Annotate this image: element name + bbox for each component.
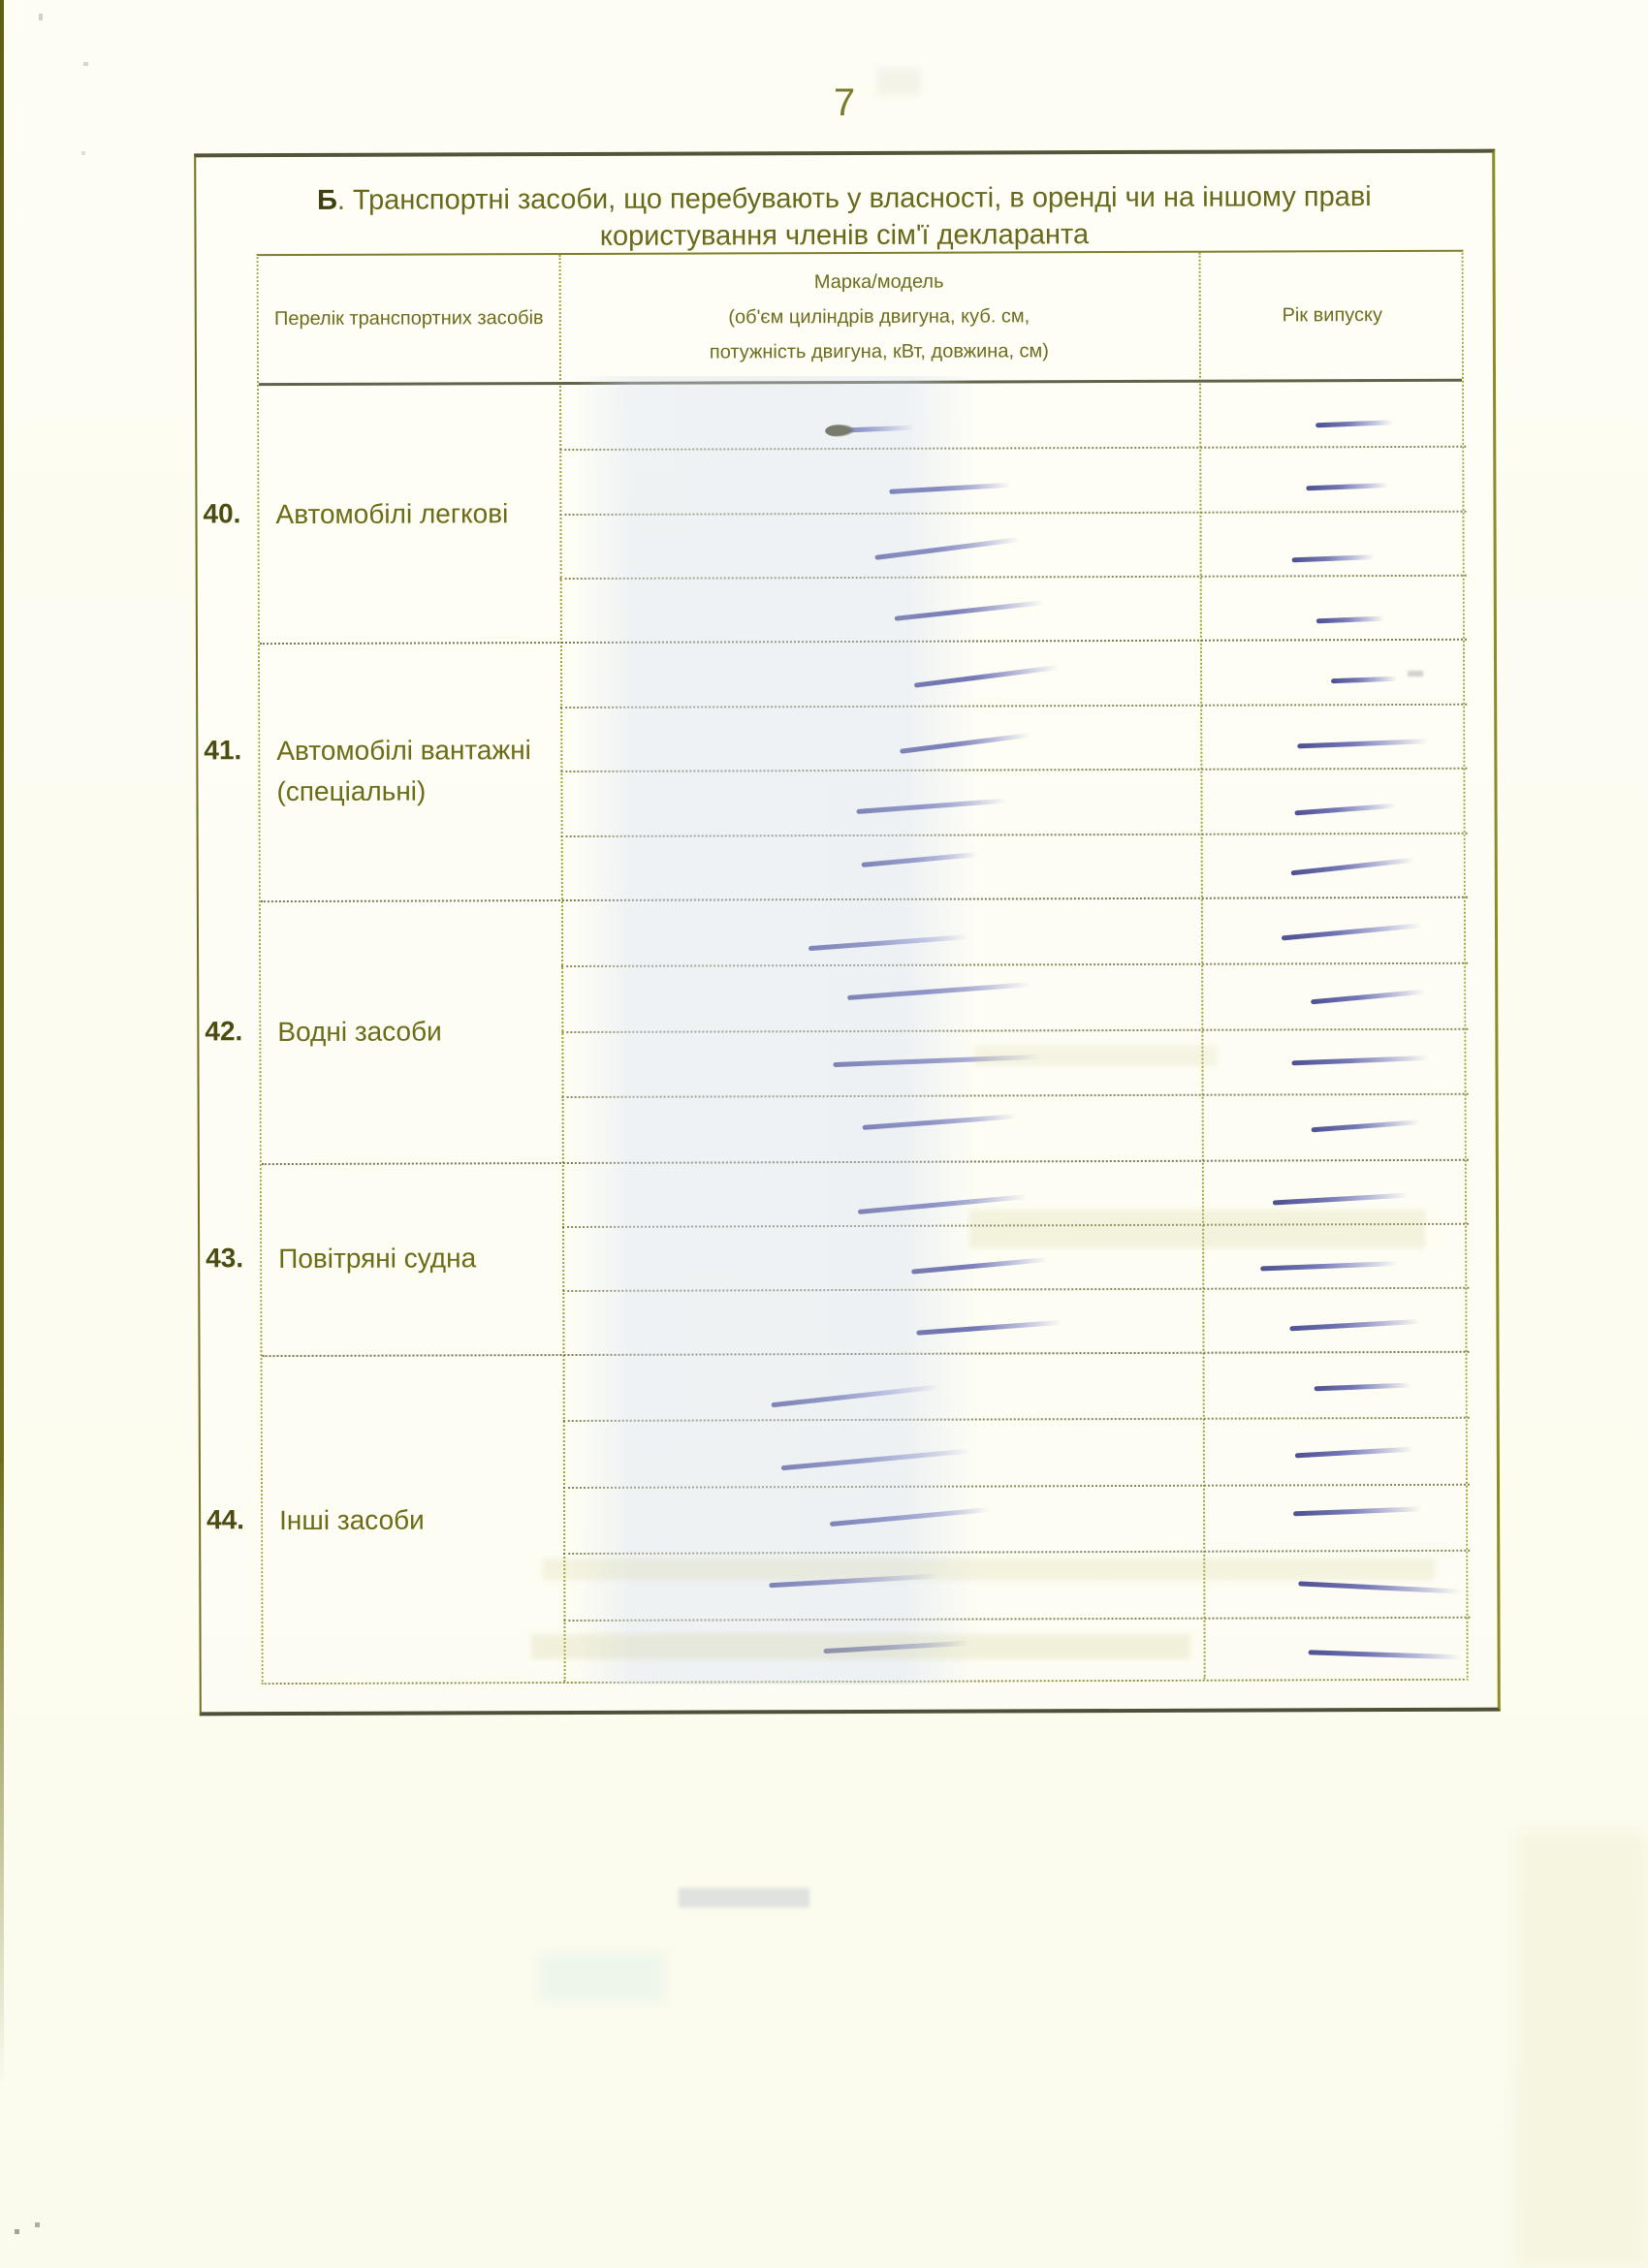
row-number: 44. xyxy=(206,1504,245,1535)
handwritten-dash xyxy=(830,1508,990,1528)
table-header-row xyxy=(259,252,1462,386)
vehicle-category-label xyxy=(262,1162,563,1355)
scan-artifact xyxy=(679,1888,809,1907)
handwritten-dash xyxy=(1292,554,1375,562)
handwritten-dash xyxy=(769,1573,938,1588)
subrow-divider xyxy=(561,832,1468,836)
subrow-divider xyxy=(562,1223,1469,1228)
handwritten-dash xyxy=(808,935,968,952)
handwritten-dash xyxy=(829,425,914,433)
vehicle-category-label-line: (спеціальні) xyxy=(276,775,427,807)
handwritten-dash xyxy=(1291,1055,1429,1065)
table-group xyxy=(206,1351,1467,1686)
scan-edge-strip xyxy=(0,0,4,2084)
vehicle-category-label-line: Автомобілі вантажні xyxy=(276,735,531,767)
scan-artifact xyxy=(39,14,43,20)
subrow-divider xyxy=(559,446,1466,451)
handwritten-dash xyxy=(1294,803,1396,816)
header-vehicle-list: Перелік транспортних засобів xyxy=(273,307,544,331)
subrow-divider xyxy=(560,768,1467,772)
handwritten-dash xyxy=(847,982,1031,1000)
scan-artifact xyxy=(1517,1832,1648,2268)
header-make-model xyxy=(559,253,1199,382)
subrow-divider xyxy=(561,962,1468,967)
handwritten-dash xyxy=(916,1320,1062,1336)
handwritten-dash xyxy=(1291,857,1415,875)
handwritten-dash xyxy=(1298,1581,1461,1593)
handwritten-dash xyxy=(1297,740,1428,749)
vehicles-table xyxy=(203,250,1469,1685)
section-title-line2: користування членів сім'ї декларанта xyxy=(599,219,1090,252)
subrow-divider xyxy=(561,1027,1468,1032)
subrow-divider xyxy=(563,1616,1470,1621)
handwritten-dash xyxy=(1306,483,1388,490)
subrow-divider xyxy=(563,1417,1470,1422)
handwritten-dash xyxy=(911,1257,1047,1275)
subrow-divider xyxy=(562,1093,1469,1098)
handwritten-dash xyxy=(914,665,1059,688)
handwritten-dash xyxy=(1316,616,1384,624)
handwritten-dash xyxy=(823,1641,968,1654)
handwritten-dash xyxy=(1331,676,1397,683)
header-make-model-line1: Марка/модель xyxy=(813,270,944,294)
handwritten-dash xyxy=(1273,1192,1409,1205)
scan-artifact xyxy=(539,1953,665,2001)
subrow-divider xyxy=(560,575,1467,580)
handwritten-dash xyxy=(771,1384,940,1407)
row-number: 42. xyxy=(205,1015,243,1046)
row-number: 40. xyxy=(203,497,241,528)
header-year: Рік випуску xyxy=(1282,304,1383,327)
handwritten-dash xyxy=(858,1194,1028,1214)
row-number: 41. xyxy=(204,735,242,766)
header-make-model-line3: потужність двигуна, кВт, довжина, см) xyxy=(709,340,1049,363)
section-frame xyxy=(194,149,1501,1717)
vehicle-category-label-line: Повітряні судна xyxy=(278,1243,477,1275)
handwritten-dash xyxy=(1315,1382,1411,1391)
subrow-divider xyxy=(563,1550,1470,1555)
page-number: 7 xyxy=(833,81,857,124)
table-group xyxy=(204,639,1464,900)
table-body xyxy=(203,382,1467,1686)
handwritten-dash xyxy=(874,537,1019,560)
scan-artifact xyxy=(15,2229,19,2234)
handwritten-dash xyxy=(1309,1650,1462,1659)
subrow-divider xyxy=(560,703,1467,708)
vehicle-category-label-line: Інші засоби xyxy=(279,1504,425,1536)
vehicle-category-label xyxy=(260,642,561,900)
scan-artifact xyxy=(81,151,85,155)
section-title xyxy=(196,178,1492,257)
handwritten-dash xyxy=(781,1449,970,1471)
handwritten-dash xyxy=(1282,923,1422,940)
table-group xyxy=(203,382,1463,643)
subrow-divider xyxy=(559,510,1466,515)
handwritten-dash xyxy=(862,852,978,867)
scan-artifact xyxy=(35,2222,40,2227)
subrow-divider xyxy=(563,1484,1470,1489)
table-group xyxy=(205,897,1465,1163)
vehicle-category-label-line: Водні засоби xyxy=(277,1015,442,1047)
handwritten-dash xyxy=(1295,1447,1413,1459)
handwritten-dash xyxy=(900,733,1030,754)
handwritten-dash xyxy=(1293,1506,1421,1516)
handwritten-dash xyxy=(895,601,1045,622)
handwritten-dash xyxy=(1260,1261,1398,1271)
vehicle-category-label xyxy=(261,899,562,1163)
handwritten-dash xyxy=(1289,1318,1420,1331)
handwritten-dash xyxy=(1311,989,1425,1004)
handwritten-dash xyxy=(1312,1119,1420,1132)
handwritten-dash xyxy=(833,1055,1041,1067)
section-title-line1: . Транспортні засоби, що перебувають у власності, в оренді чи на іншому праві xyxy=(336,181,1372,216)
handwritten-dash xyxy=(889,483,1010,494)
header-make-model-line2: (об'єм циліндрів двигуна, куб. см, xyxy=(728,305,1030,329)
handwritten-dash xyxy=(863,1115,1018,1131)
row-number: 43. xyxy=(206,1243,244,1274)
handwritten-dash xyxy=(856,798,1006,813)
handwritten-dash xyxy=(1315,420,1393,427)
subrow-divider xyxy=(562,1287,1469,1292)
vehicle-category-label xyxy=(263,1354,564,1686)
scan-artifact xyxy=(83,62,88,66)
vehicle-category-label xyxy=(259,385,560,643)
section-title-letter: Б xyxy=(316,184,337,216)
vehicle-category-label-line: Автомобілі легкові xyxy=(275,497,509,529)
table-group xyxy=(206,1159,1466,1355)
